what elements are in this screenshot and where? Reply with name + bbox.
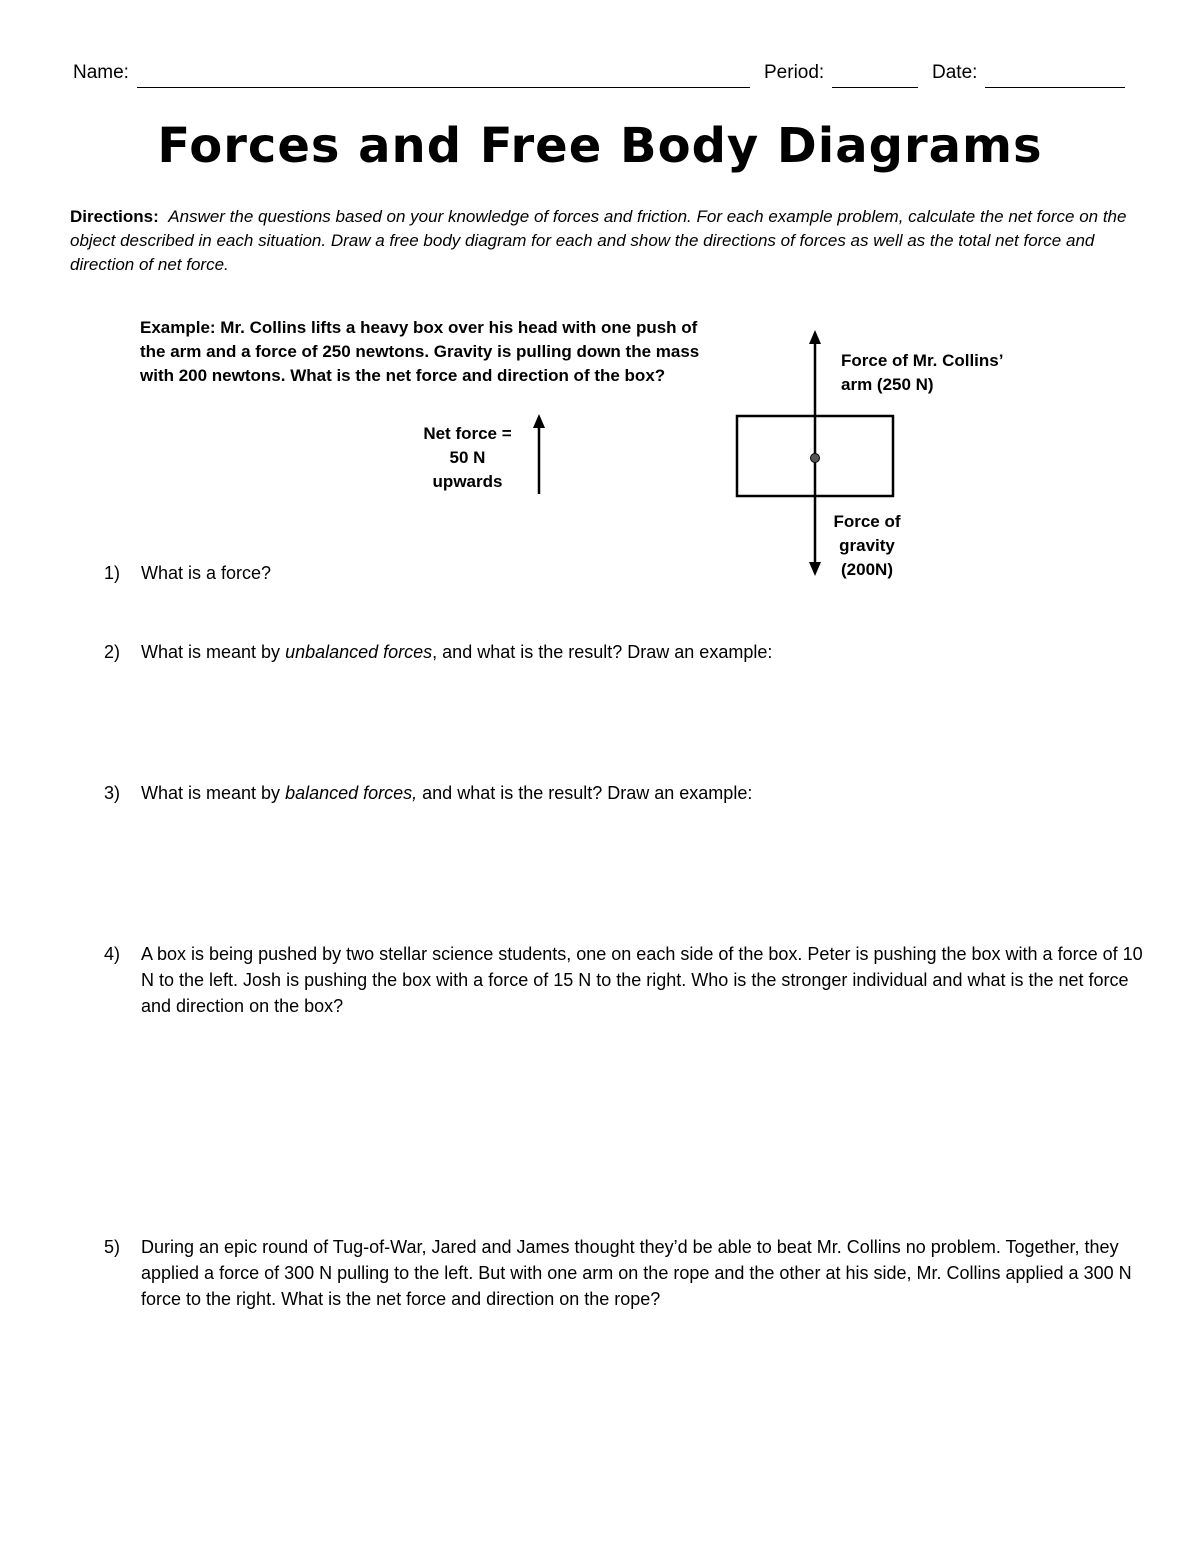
question-number: 4) — [104, 944, 121, 964]
net-force-label — [410, 422, 525, 494]
arm-force-line2: arm (250 N) — [841, 375, 934, 394]
center-point — [811, 454, 820, 463]
question-text-pre: What is meant by — [141, 783, 286, 803]
question-text-pre: What is meant by — [141, 642, 286, 662]
question-number: 2) — [104, 642, 121, 662]
question-number: 5) — [104, 1237, 121, 1257]
arm-force-label — [841, 349, 1003, 397]
net-force-line2: 50 N — [449, 448, 486, 467]
directions — [70, 205, 1145, 277]
question-text — [141, 639, 1144, 665]
question-text — [141, 780, 1144, 806]
question-number: 1) — [104, 563, 121, 583]
question-text: What is a force? — [141, 563, 272, 583]
name-label: Name: — [73, 62, 129, 83]
page-title: Forces and Free Body Diagrams — [157, 118, 1043, 174]
net-force-arrow-icon — [529, 412, 549, 498]
arm-force-line1: Force of Mr. Collins’ — [841, 351, 1004, 370]
date-label: Date: — [932, 62, 978, 83]
period-label: Period: — [764, 62, 825, 83]
example-text: Example: Mr. Collins lifts a heavy box over his head with one push of the arm and a force of 250 newtons. Gravity is pulling down the mass with 200 newtons. What is the net force and direction of the box? — [140, 318, 700, 385]
directions-label: Directions: — [70, 207, 159, 226]
question-2 — [104, 639, 1144, 665]
question-text: A box is being pushed by two stellar science students, one on each side of the box. Peter is pushing the box with a force of 10 N to the left. Josh is pushing the box with a force of 15 N to the right. Who is the stronger individual and what is the net force and direction on the box? — [141, 944, 1143, 1016]
question-number: 3) — [104, 783, 121, 803]
name-field[interactable] — [137, 87, 750, 88]
net-force-line3: upwards — [432, 472, 503, 491]
gravity-line1: Force of — [833, 512, 901, 531]
question-term: balanced forces, — [285, 783, 418, 803]
question-text: During an epic round of Tug-of-War, Jared and James thought they’d be able to beat Mr. Collins no problem. Together, they applied a force of 300 N pulling to the left. But with one arm on the rope and the other at his side, Mr. Collins applied a 300 N force to the right. What is the net force and direction on the rope? — [141, 1237, 1132, 1309]
question-3 — [104, 780, 1144, 806]
date-field[interactable] — [985, 87, 1125, 88]
net-force-line1: Net force = — [423, 424, 512, 443]
gravity-line2: gravity — [839, 536, 895, 555]
up-arrowhead — [809, 330, 821, 344]
question-1 — [104, 560, 1144, 586]
gravity-line3: (200N) — [841, 560, 893, 579]
question-5 — [104, 1234, 1144, 1312]
directions-text: Answer the questions based on your knowledge of forces and friction. For each example problem, calculate the net force on the object described in each situation. Draw a free body diagram for each and show the directions of forces as well as the total net force and direction of net force. — [70, 207, 1127, 274]
question-text-post: and what is the result? Draw an example: — [417, 783, 753, 803]
question-term: unbalanced forces — [285, 642, 433, 662]
question-4 — [104, 941, 1144, 1019]
period-field[interactable] — [832, 87, 918, 88]
question-text-post: , and what is the result? Draw an example: — [432, 642, 773, 662]
